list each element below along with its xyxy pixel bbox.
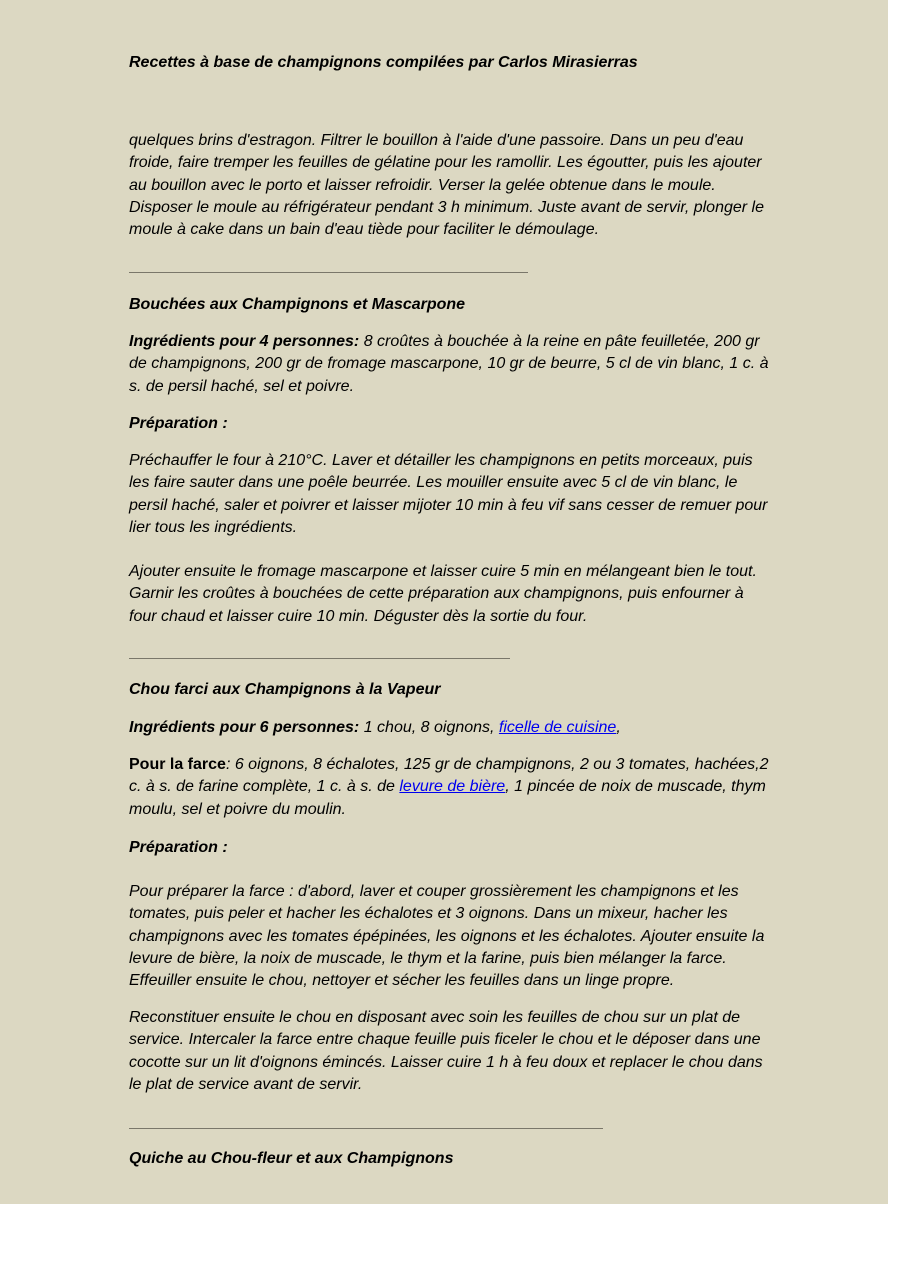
recipe2-ingredients-label: Ingrédients pour 6 personnes: [129,719,360,736]
recipe2-ingredients-text: 1 chou, 8 oignons, [359,719,499,736]
recipe3-title: Quiche au Chou-fleur et aux Champignons [129,1150,454,1167]
recipe1-step1: Préchauffer le four à 210°C. Laver et détailler les champignons en petits morceaux, puis les faire sauter dans une poêle beurrée. Les mouiller ensuite avec 5 cl de vin blanc, le persil haché, saler et poivrer et laisser mijoter 10 min à feu vif sans cesser de remuer pour lier tous les ingrédients. [129,452,768,536]
recipe2-ingredients-end: , [616,719,621,736]
separator-1 [129,272,528,273]
recipe1-ingredients [129,331,775,398]
recipe2-farce [129,754,775,821]
recipe2-step2: Reconstituer ensuite le chou en disposant avec soin les feuilles de chou sur un plat de service. Intercaler la farce entre chaque feuille puis ficeler le chou et le déposer dans une cocotte sur un lit d'oignons émincés. Laisser cuire 1 h à feu doux et replacer le chou dans le plat de service avant de servir. [129,1009,763,1093]
recipe2-farce-text: : 6 oignons, 8 échalotes, 125 gr de champignons, 2 ou 3 tomates, hachées,2 c. à s. de farine complète, 1 c. à s. de [129,756,769,796]
recipe1-preparation-label: Préparation : [129,415,228,432]
recipe1-step2: Ajouter ensuite le fromage mascarpone et laisser cuire 5 min en mélangeant bien le tout. Garnir les croûtes à bouchées de cette préparation aux champignons, puis enfourner à four chaud et laisser cuire 10 min. Déguster dès la sortie du four. [129,563,757,625]
ficelle-de-cuisine-link[interactable]: ficelle de cuisine [498,719,617,736]
recipe2-ingredients [129,717,775,739]
levure-de-biere-link[interactable]: levure de bière [399,778,506,796]
recipe1-ingredients-text: 8 croûtes à bouchée à la reine en pâte feuilletée, 200 gr de champignons, 200 gr de fromage mascarpone, 10 gr de beurre, 5 cl de vin blanc, 1 c. à s. de persil haché, sel et poivre. [129,333,769,395]
separator-3 [129,1128,603,1129]
recipe2-step1: Pour préparer la farce : d'abord, laver et couper grossièrement les champignons et les tomates, puis peler et hacher les échalotes et 3 oignons. Dans un mixeur, hacher les champignons avec les tomates épépinées, les oignons et les échalotes. Ajouter ensuite la levure de bière, la noix de muscade, le thym et la farine, puis bien mélanger la farce. Effeuiller ensuite le chou, nettoyer et sécher les feuilles dans un linge propre. [129,883,765,990]
recipe1-title: Bouchées aux Champignons et Mascarpone [129,296,466,313]
recipe2-title: Chou farci aux Champignons à la Vapeur [129,681,441,698]
separator-2 [129,658,510,659]
recipe2-preparation-label: Préparation : [129,839,228,856]
intro-paragraph: quelques brins d'estragon. Filtrer le bouillon à l'aide d'une passoire. Dans un peu d'eau froide, faire tremper les feuilles de gélatine pour les ramollir. Les égoutter, puis les ajouter au bouillon avec le porto et laisser refroidir. Verser la gelée obtenue dans le moule. Disposer le moule au réfrigérateur pendant 3 h minimum. Juste avant de servir, plonger le moule à cake dans un bain d'eau tiède pour faciliter le démoulage. [129,132,764,239]
recipe2-farce-end: , 1 pincée de noix de muscade, thym moulu, sel et poivre du moulin. [129,778,766,818]
recipe2-farce-label: Pour la farce [129,756,226,773]
recipe1-ingredients-label: Ingrédients pour 4 personnes: [129,333,360,350]
document-header: Recettes à base de champignons compilées par Carlos Mirasierras [129,54,638,71]
